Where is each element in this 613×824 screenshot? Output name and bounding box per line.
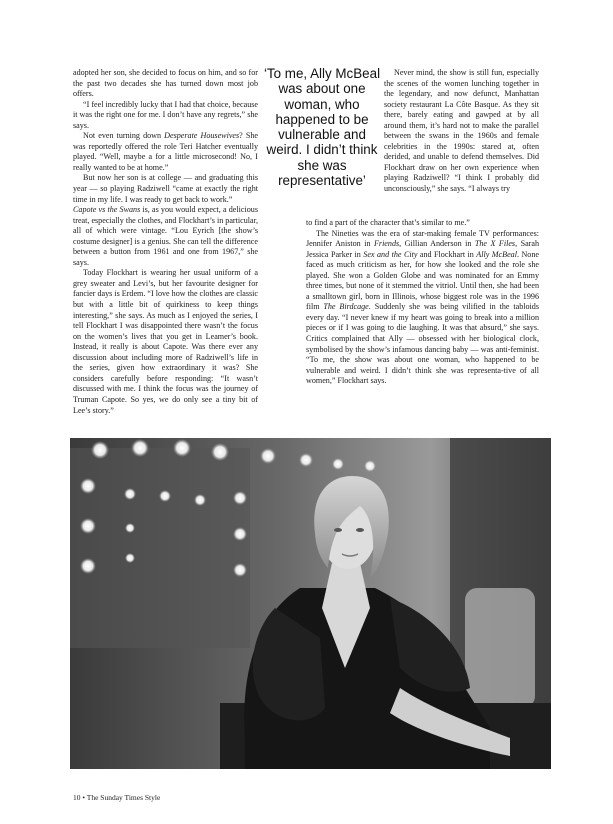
paragraph: to find a part of the character that’s similar to me.” [306,218,470,227]
paragraph: Capote vs the Swans is, as you would expect, a delicious treat, especially the clothes, and Flockhart’s in particular, all of which were vintage. “Lou Eyrich [the show’s costume designer] is a genius. She can tell the difference between a button from 1961 and one from 1967,” she says. [73,205,258,267]
paragraph: Never mind, the show is still fun, especially the scenes of the women lunching together in the legendary, and now defunct, Manhattan society restaurant La Côte Basque. As they sit there, barely eating and gawped at by all around them, it’s hard not to make the parallel between the swans in the 1960s and female celebrities in the 1990s: stared at, often derided, and unable to defend themselves. Did Flockhart draw on her own experience when playing Radziwell? “I think I probably did unconsciously,” she says. “I always try [384,68,539,194]
portrait-photo [70,438,551,769]
article-column-left [73,68,258,416]
paragraph: Not even turning down Desperate Housewives? She was reportedly offered the role Teri Hatcher eventually played. “Well, maybe a for a little microsecond! No, I really wanted to be at home.” [73,131,258,172]
photo-illustration [70,438,551,769]
article-column-right-bottom [306,218,539,387]
paragraph: “I feel incredibly lucky that I had that choice, because it was the right one for me. I don’t have any regrets,” she says. [73,99,258,130]
paragraph: But now her son is at college — and graduating this year — so playing Radziwell “came at exactly the right time in my life. I was ready to get back to work.” [73,173,258,204]
paragraph: The Nineties was the era of star-making female TV performances: Jennifer Aniston in Friends, Gillian Anderson in The X Files, Sarah Jessica Parker in Sex and the City and Flockhart in Ally McBeal. None faced as much criticism as her, for how she looked and the role she played. She won a Golden Globe and was nominated for an Emmy three times, but none of it stemmed the vitriol. Until then, she had been a smalltown girl, born in Illinois, whose biggest role was in the 1996 film The Birdcage. Suddenly she was being vilified in the tabloids every day. “I never knew if my heart was going to break into a million pieces or if I was going to die laughing. It was that absurd,” she says. Critics complained that Ally — obsessed with her biological clock, symbolised by the show’s infamous dancing baby — was anti-feminist. “To me, the show was about one woman, who happened to be vulnerable and weird. I didn’t think she was representa-tive of all women,” Flockhart says. [306,228,539,386]
pull-quote: ‘To me, Ally McBeal was about one woman, who happened to be vulnerable and weird. I didn’t think she was representative’ [263,66,381,189]
page-footer: 10 • The Sunday Times Style [73,793,161,802]
paragraph: adopted her son, she decided to focus on him, and so for the past two decades she has turned down most job offers. [73,68,258,99]
article-column-right-top [384,68,539,195]
paragraph: Today Flockhart is wearing her usual uniform of a grey sweater and Levi’s, but her favourite designer for fancier days is Erdem. “I love how the clothes are classic but with a little bit of quirkiness to keep things interesting,” she says. As much as I enjoyed the series, I tell Flockhart I was disappointed there wasn’t the focus on the women’s lives that you get in Leamer’s book. Instead, it really is about Capote. Was there ever any discussion about including more of Radziwell’s life in the series, given how extraordinary it was? She considers carefully before responding: “It wasn’t discussed with me. I think the focus was the journey of Truman Capote. So yes, we do only see a tiny bit of Lee’s story.” [73,268,258,415]
